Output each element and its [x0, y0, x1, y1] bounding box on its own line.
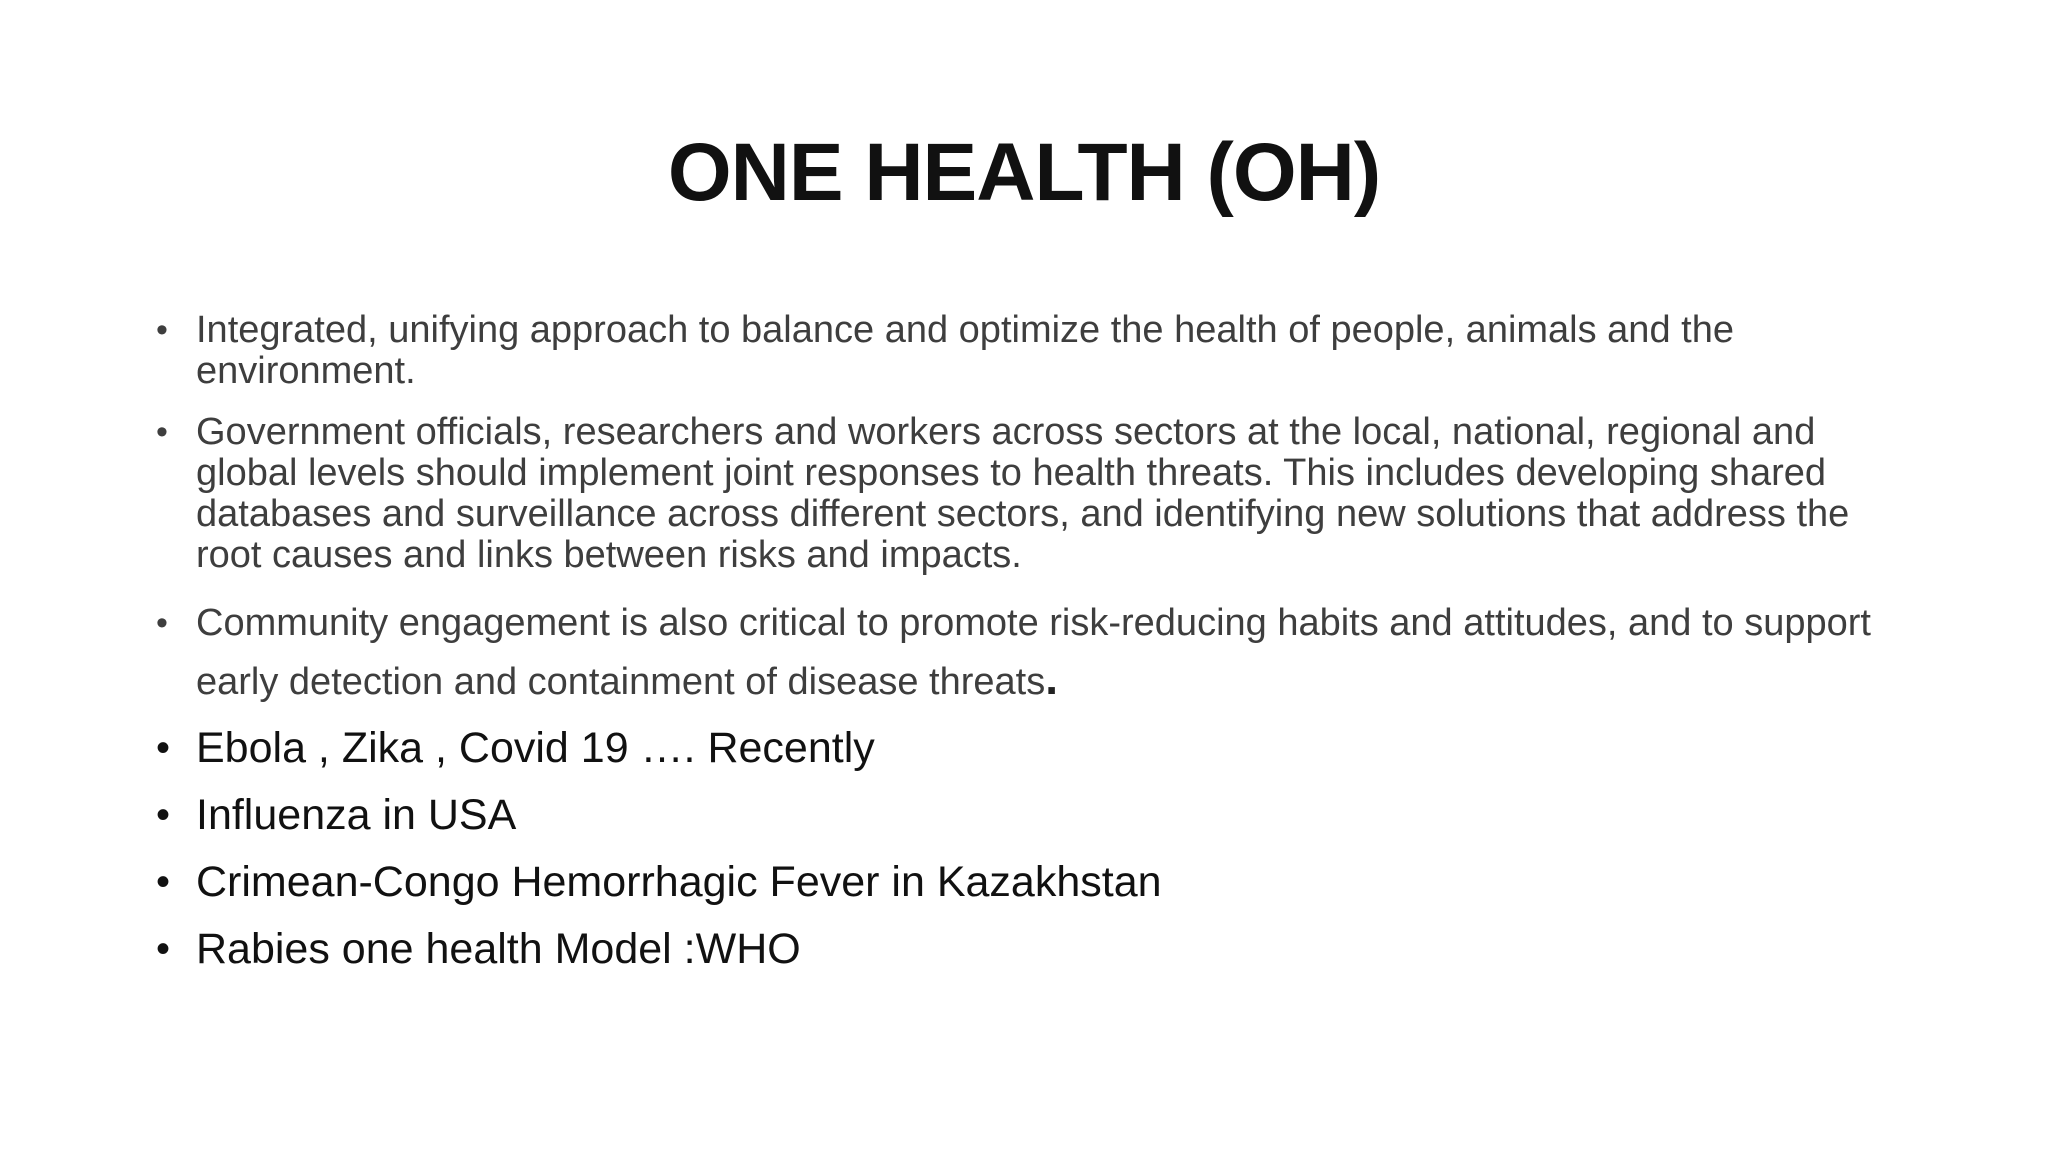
bullet-end-mark: .	[1045, 652, 1058, 704]
bullet-item	[150, 310, 1910, 392]
bullet-text: Rabies one health Model :WHO	[196, 925, 801, 973]
bullet-icon: •	[156, 726, 171, 770]
bullet-item	[150, 787, 1910, 843]
bullet-icon: •	[156, 311, 168, 349]
bullet-icon: •	[156, 793, 171, 837]
bullet-icon: •	[156, 413, 168, 451]
bullet-icon: •	[156, 604, 168, 642]
bullet-text: Community engagement is also critical to promote risk-reducing habits and attitudes, and to support early detection and containment of disease threats	[196, 602, 1871, 703]
bullet-text: Crimean-Congo Hemorrhagic Fever in Kazakhstan	[196, 858, 1162, 906]
bullet-item	[150, 854, 1910, 910]
bullet-text: Integrated, unifying approach to balance and optimize the health of people, animals and the environment.	[196, 309, 1734, 392]
bullet-text: Influenza in USA	[196, 791, 517, 839]
bullet-item	[150, 921, 1910, 977]
bullet-icon: •	[156, 927, 171, 971]
bullet-text: Government officials, researchers and workers across sectors at the local, national, regional and global levels should implement joint responses to health threats. This includes developing shared databases and surveillance across different sectors, and identifying new solutions that address the root causes and links between risks and impacts.	[196, 411, 1850, 576]
slide-title: ONE HEALTH (OH)	[667, 127, 1381, 218]
bullet-list	[150, 310, 1910, 988]
bullet-icon: •	[156, 860, 171, 904]
bullet-text: Ebola , Zika , Covid 19 …. Recently	[196, 724, 875, 772]
bullet-item	[150, 412, 1910, 576]
bullet-item	[150, 596, 1910, 710]
bullet-item	[150, 720, 1910, 776]
